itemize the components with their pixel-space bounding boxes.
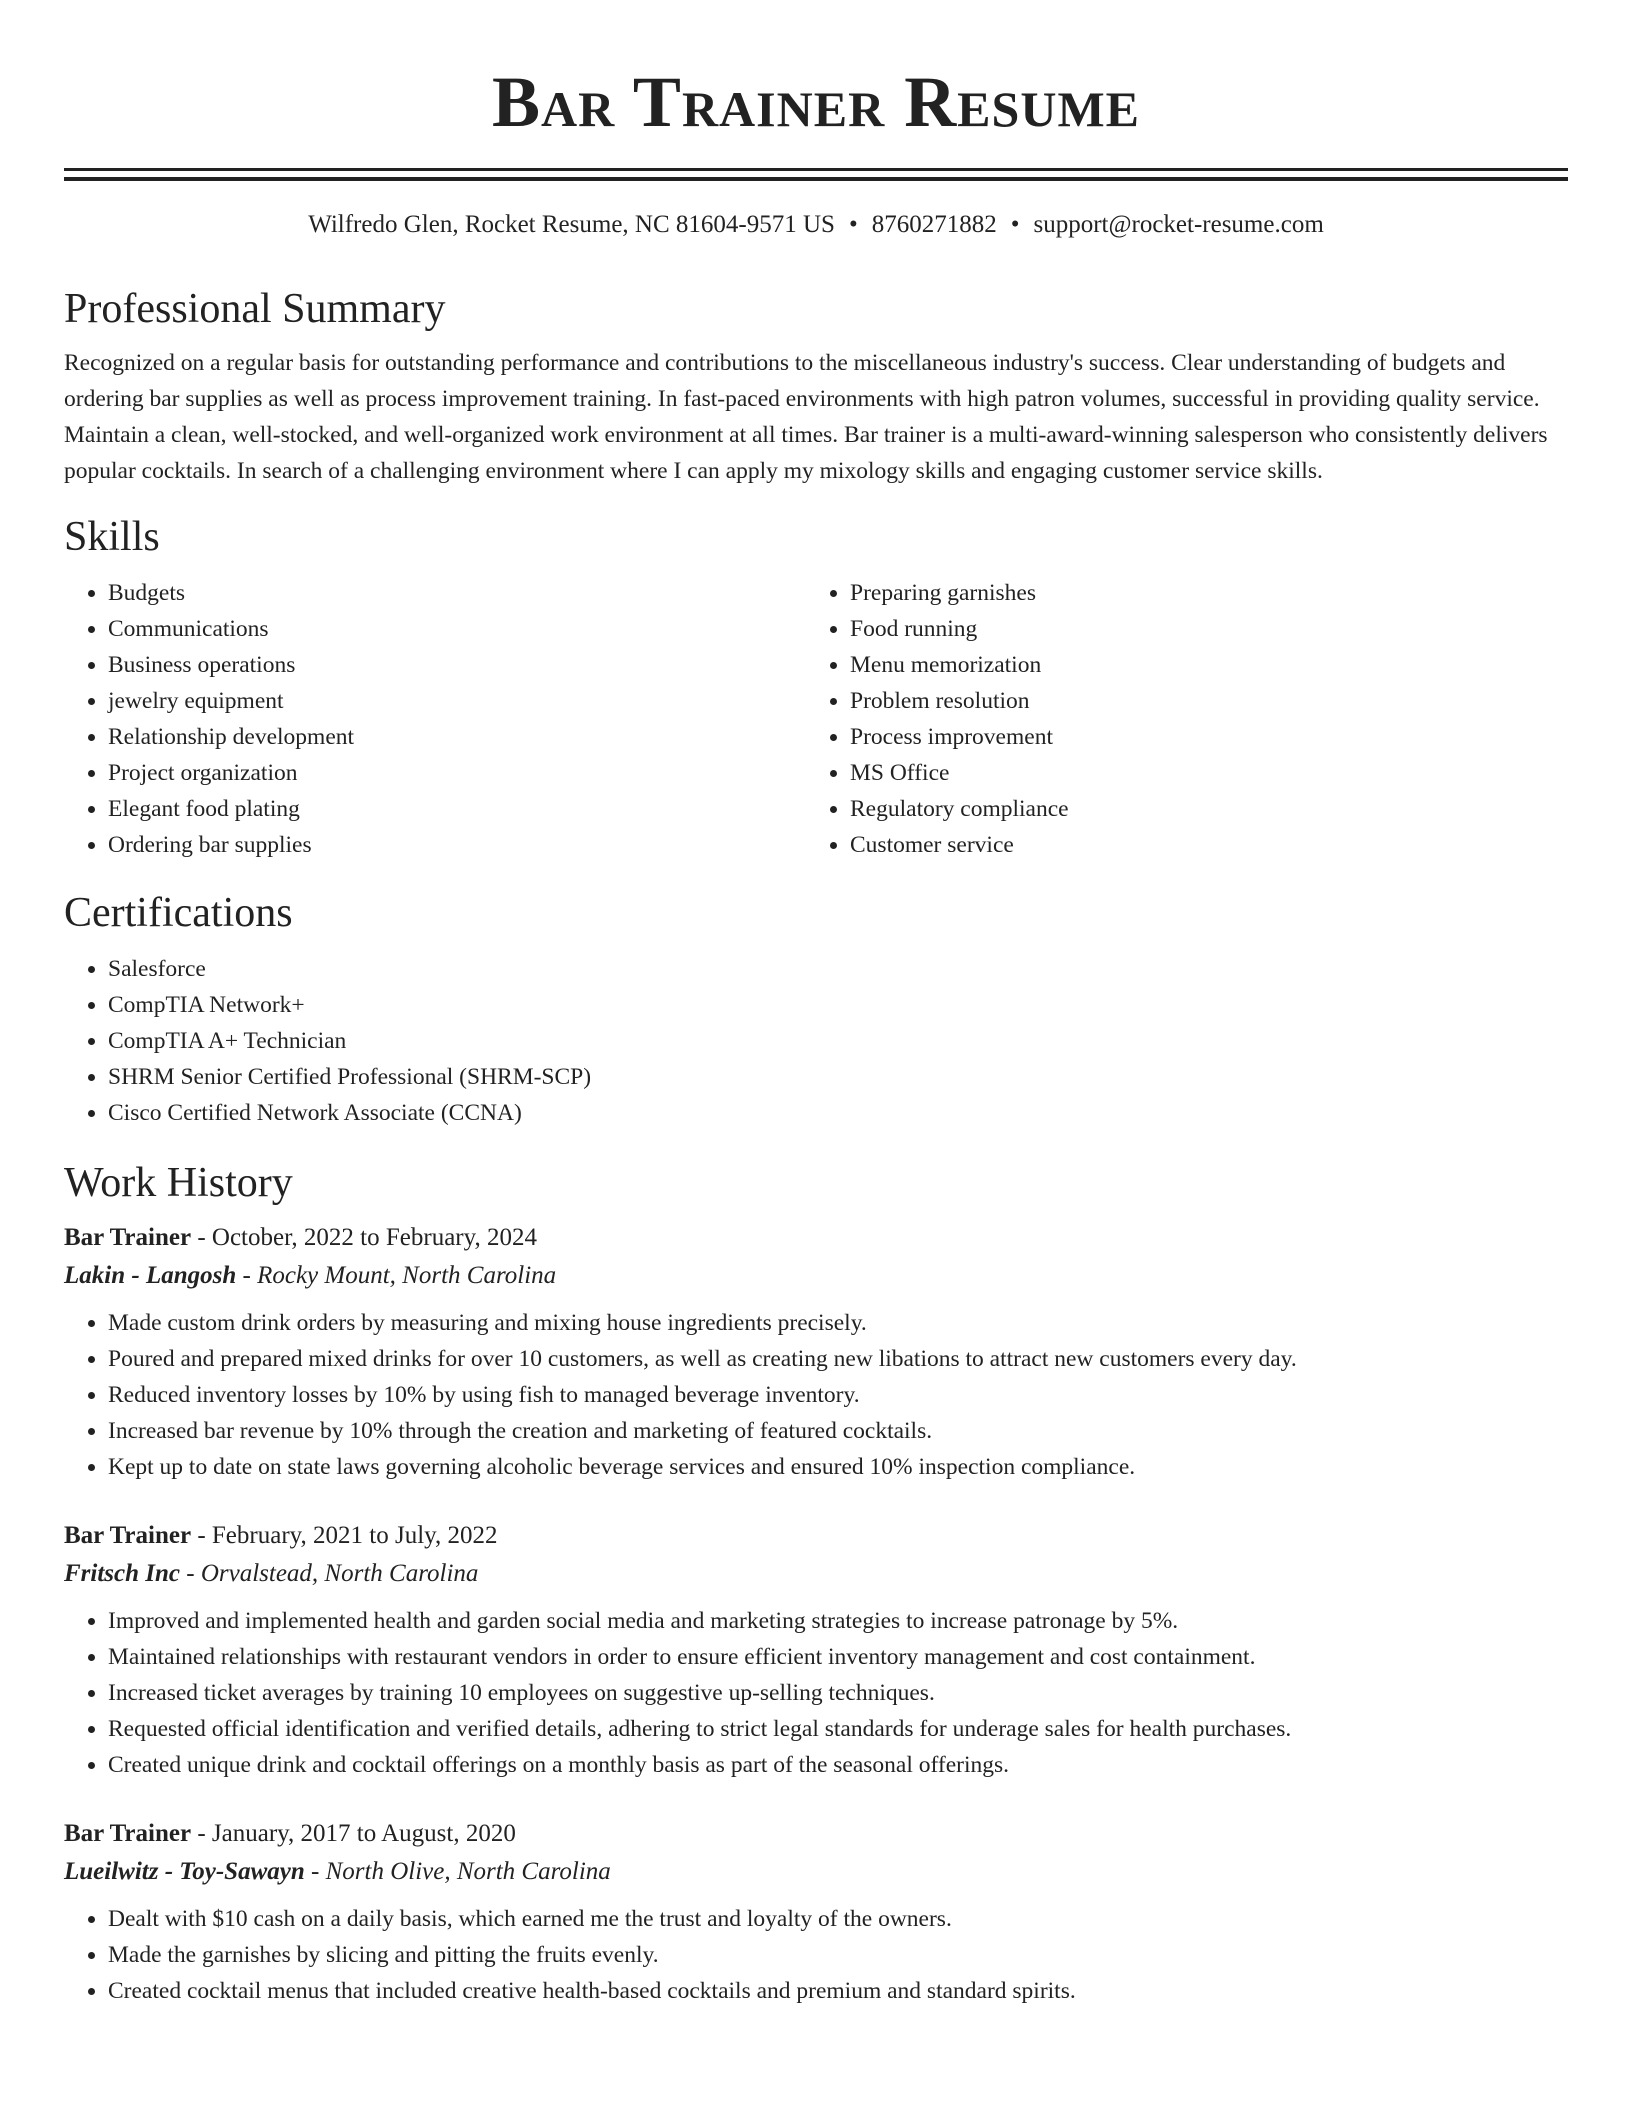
- skill-item: • jewelry equipment: [108, 683, 806, 719]
- skill-item: • MS Office: [850, 755, 1550, 791]
- job-bullet: • Dealt with $10 cash on a daily basis, which earned me the trust and loyalty of the owners.: [108, 1901, 1568, 1937]
- job-role: Bar Trainer: [64, 1820, 192, 1847]
- job-company-line: [64, 1257, 1568, 1295]
- work-history-heading: Work History: [64, 1160, 293, 1206]
- skill-item: • Communications: [108, 611, 806, 647]
- job-entry: [64, 1815, 1568, 2009]
- job-company-line: [64, 1555, 1568, 1593]
- job-location: - Orvalstead, North Carolina: [180, 1560, 479, 1587]
- job-bullet: • Created cocktail menus that included creative health-based cocktails and premium and standard spirits.: [108, 1973, 1568, 2009]
- title-divider-top: [64, 168, 1568, 171]
- contact-email: support@rocket-resume.com: [1033, 211, 1324, 238]
- skill-item: • Relationship development: [108, 719, 806, 755]
- skill-item: • Customer service: [850, 827, 1550, 863]
- job-company: Fritsch Inc: [64, 1560, 181, 1587]
- contact-separator: •: [848, 211, 858, 238]
- job-company: Lakin - Langosh: [64, 1262, 237, 1289]
- job-bullet: • Increased bar revenue by 10% through the creation and marketing of featured cocktails.: [108, 1413, 1568, 1449]
- contact-line: [64, 209, 1568, 241]
- skills-columns: [64, 575, 1568, 863]
- job-role: Bar Trainer: [64, 1522, 192, 1549]
- job-location: - North Olive, North Carolina: [304, 1858, 611, 1885]
- certification-item: • CompTIA A+ Technician: [108, 1023, 1568, 1059]
- job-title-line: [64, 1219, 1568, 1257]
- skill-item: • Menu memorization: [850, 647, 1550, 683]
- skill-item: • Ordering bar supplies: [108, 827, 806, 863]
- job-entry: [64, 1219, 1568, 1485]
- job-bullet: • Made the garnishes by slicing and pitting the fruits evenly.: [108, 1937, 1568, 1973]
- skill-item: • Problem resolution: [850, 683, 1550, 719]
- skill-item: • Elegant food plating: [108, 791, 806, 827]
- skills-heading: Skills: [64, 514, 160, 560]
- skill-item: • Preparing garnishes: [850, 575, 1550, 611]
- job-role: Bar Trainer: [64, 1224, 192, 1251]
- certification-item: • SHRM Senior Certified Professional (SHRM-SCP): [108, 1059, 1568, 1095]
- job-bullet: • Improved and implemented health and garden social media and marketing strategies to increase patronage by 5%.: [108, 1603, 1568, 1639]
- job-bullets: [64, 1901, 1568, 2009]
- job-bullets: [64, 1603, 1568, 1783]
- job-company-line: [64, 1853, 1568, 1891]
- job-bullet: • Maintained relationships with restaurant vendors in order to ensure efficient inventory management and cost containment.: [108, 1639, 1568, 1675]
- certifications-list: [64, 951, 1568, 1131]
- job-bullet: • Increased ticket averages by training 10 employees on suggestive up-selling techniques.: [108, 1675, 1568, 1711]
- job-dates: - January, 2017 to August, 2020: [191, 1820, 516, 1847]
- job-bullet: • Poured and prepared mixed drinks for over 10 customers, as well as creating new libations to attract new customers every day.: [108, 1341, 1568, 1377]
- certification-item: • Cisco Certified Network Associate (CCNA): [108, 1095, 1568, 1131]
- job-bullet: • Reduced inventory losses by 10% by using fish to managed beverage inventory.: [108, 1377, 1568, 1413]
- certification-item: • Salesforce: [108, 951, 1568, 987]
- certification-item: • CompTIA Network+: [108, 987, 1568, 1023]
- job-bullet: • Kept up to date on state laws governing alcoholic beverage services and ensured 10% inspection compliance.: [108, 1449, 1568, 1485]
- skills-list-right: [806, 575, 1550, 863]
- contact-separator: •: [1010, 211, 1020, 238]
- job-dates: - February, 2021 to July, 2022: [191, 1522, 498, 1549]
- job-title-line: [64, 1815, 1568, 1853]
- job-title-line: [64, 1517, 1568, 1555]
- summary-text: Recognized on a regular basis for outstanding performance and contributions to the miscellaneous industry's success. Clear understanding of budgets and ordering bar supplies as well as process improvement training. In fast-paced environments with high patron volumes, successful in providing quality service. Maintain a clean, well-stocked, and well-organized work environment at all times. Bar trainer is a multi-award-winning salesperson who consistently delivers popular cocktails. In search of a challenging environment where I can apply my mixology skills and engaging customer service skills.: [64, 350, 1548, 484]
- job-bullet: • Created unique drink and cocktail offerings on a monthly basis as part of the seasonal offerings.: [108, 1747, 1568, 1783]
- contact-address: Wilfredo Glen, Rocket Resume, NC 81604-9571 US: [308, 211, 835, 238]
- skill-item: • Food running: [850, 611, 1550, 647]
- job-bullet: • Requested official identification and verified details, adhering to strict legal standards for underage sales for health purchases.: [108, 1711, 1568, 1747]
- skill-item: • Budgets: [108, 575, 806, 611]
- job-location: - Rocky Mount, North Carolina: [236, 1262, 557, 1289]
- skill-item: • Process improvement: [850, 719, 1550, 755]
- job-bullet: • Made custom drink orders by measuring and mixing house ingredients precisely.: [108, 1305, 1568, 1341]
- job-dates: - October, 2022 to February, 2024: [191, 1224, 537, 1251]
- job-company: Lueilwitz - Toy-Sawayn: [64, 1858, 305, 1885]
- title-divider-bottom: [64, 177, 1568, 181]
- skills-list-left: [64, 575, 806, 863]
- contact-phone: 8760271882: [871, 211, 997, 238]
- skill-item: • Business operations: [108, 647, 806, 683]
- page-title: Bar Trainer Resume: [491, 62, 1140, 142]
- skill-item: • Regulatory compliance: [850, 791, 1550, 827]
- skill-item: • Project organization: [108, 755, 806, 791]
- resume-page: [64, 0, 1568, 2009]
- job-bullets: [64, 1305, 1568, 1485]
- job-entry: [64, 1517, 1568, 1783]
- certifications-heading: Certifications: [64, 890, 293, 936]
- summary-heading: Professional Summary: [64, 286, 446, 332]
